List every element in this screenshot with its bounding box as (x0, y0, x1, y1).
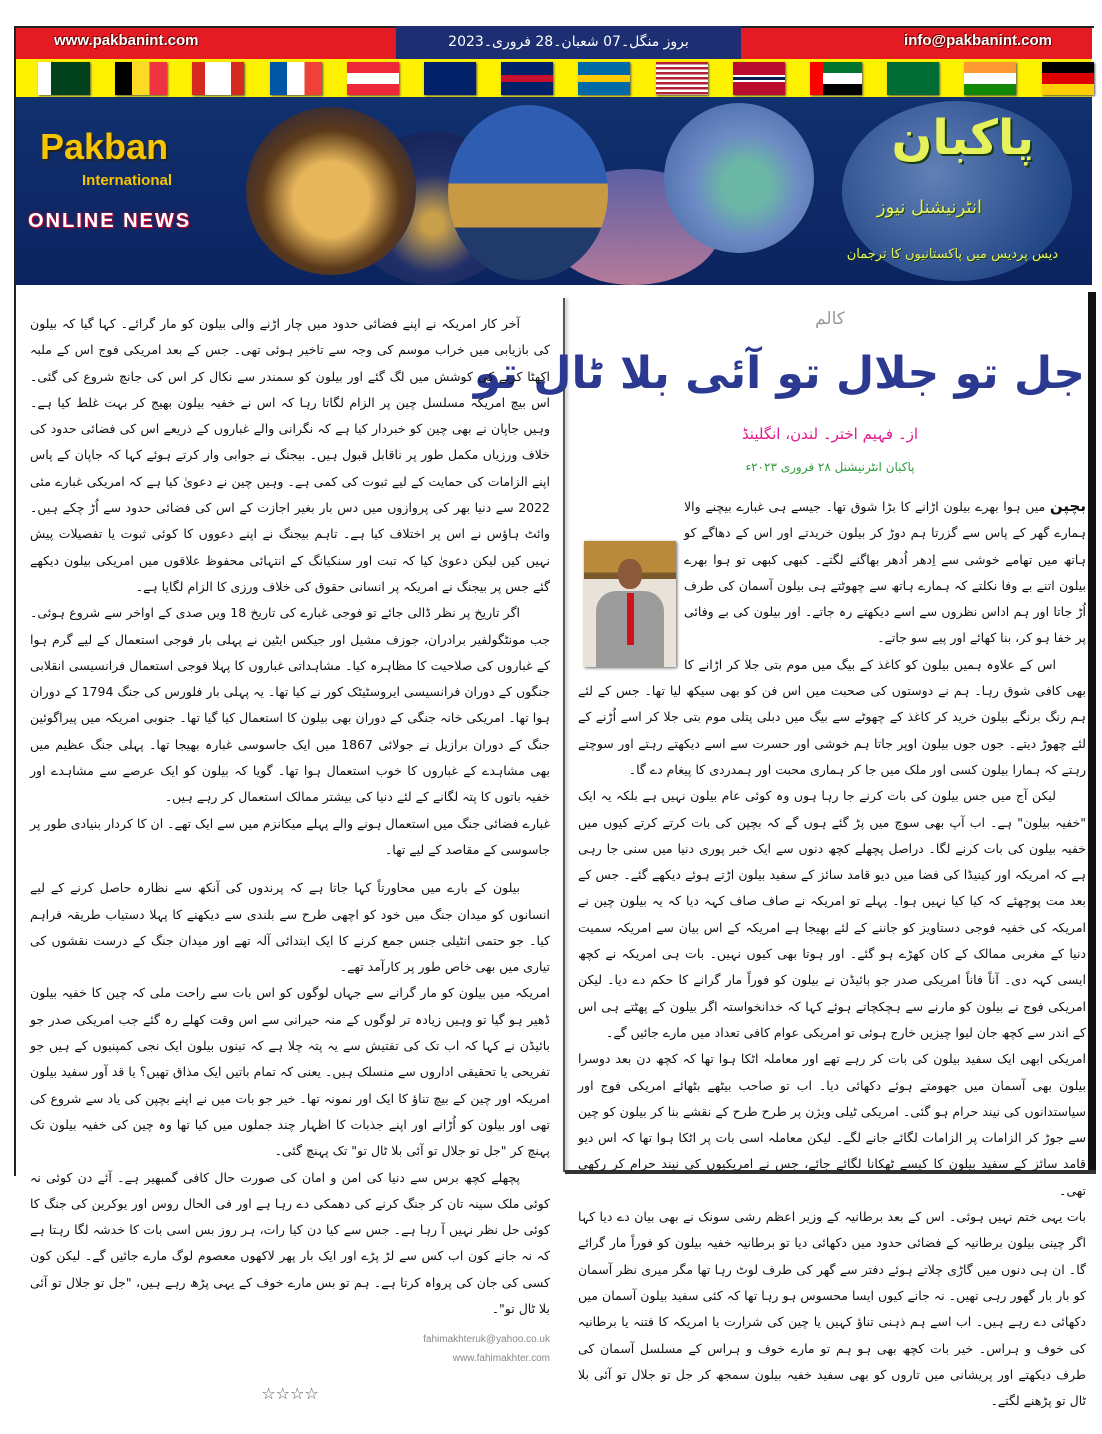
flag-saudi-arabia-icon (887, 62, 939, 95)
logo-online-news: ONLINE NEWS (28, 210, 192, 232)
email-link[interactable]: info@pakbanint.com (904, 32, 1052, 49)
website-link[interactable]: www.pakbanint.com (54, 32, 199, 49)
date-ribbon: بروز منگل۔07 شعبان۔28 فروری۔2023 (396, 26, 741, 61)
paragraph: پچھلے کچھ برس سے دنیا کی امن و امان کی صورت حال کافی گمبھیر ہے۔ آئے دن کوئی نہ کوئی ملک سینہ تان کر جنگ کرنے کی دھمکی دے رہا ہے اور فی الحال روس اور یوکرین کی جنگ کا کوئی حل نظر نہیں آ رہا ہے۔ جس سے کیا دن کیا رات، ہر روز بس اسی بات کا خدشہ لگا رہتا ہے کہ نہ جانے کون اب کس سے لڑ پڑے اور ایک بار پھر لاکھوں معصوم لوگ مارے جائیں گے۔ لیکن کون کسی کی جان کی پرواہ کرتا ہے۔ ہم تو بس مارے خوف کے یہی پڑھ رہے ہیں، "جل تو جلال تو آئی بلا ٹال تو"۔ (30, 1169, 550, 1316)
flag-germany-icon (1042, 62, 1094, 95)
paragraph: آخر کار امریکہ نے اپنے فضائی حدود میں چار اڑنے والی بیلون کو مار گرائے۔ کہا گیا کہ بیلون کی بازیابی میں خراب موسم کی وجہ سے تاخیر ہوئی تھی۔ جس کے بعد امریکی فوج اس کے ملبہ اکھٹا کرنے کی کوشش میں لگ گئے اور بیلون کو سمندر سے نکال کر اس کی جانچ شروع کی گئی۔ اس بیچ امریکہ مسلسل چین پر الزام لگاتا رہا کہ اس نے خفیہ بیلون بھیج کر بہت غلط کیا ہے۔ وہیں جاپان نے بھی چین کو خبردار کیا ہے کہ نگرانی والے غباروں کے ذریعے اس کی فضائی حدود کی خلاف ورزیاں مکمل طور پر ناقابل قبول ہیں۔ بیجنگ نے جوابی وار کرتے ہوئے کہا کہ جاپان کے پاس اپنے الزامات کی حمایت کے لیے ثبوت کی کمی ہے۔ وہیں چین نے دعویٰ کیا ہے کہ امریکی غبارے مئی 2022 سے دنیا بھر کی پروازوں میں دس بار بغیر اجازت کے اس کی فضائی حدود سے اُڑ چکے ہیں۔ وائٹ ہاؤس نے اس پر اختلاف کیا ہے۔ تاہم بیجنگ نے اپنے دعووں کا کوئی ثبوت یا تفصیلات پیش نہیں کیں لیکن دعویٰ کیا کہ تبت اور سنکیانگ کے انتہائی محفوظ علاقوں میں امریکی بیلون دیکھے گئے جس پر بیجنگ نے امریکہ پر انسانی حقوق کی خلاف ورزی کا الزام لگایا ہے۔ (30, 316, 550, 594)
statue-of-liberty-image (664, 103, 814, 253)
paragraph: اگر تاریخ پر نظر ڈالی جائے تو فوجی غبارے کی تاریخ 18 ویں صدی کے اواخر سے شروع ہوئی۔ جب مونٹگولفیر برادران، جوزف مشیل اور جیکس ایٹین نے پہلی بار فوجی استعمال کے لیے گرم ہوا کے غباروں کی صلاحیت کا مظاہرہ کیا۔ مشاہداتی غباروں کا پہلا فوجی استعمال فرانسیسی انقلابی جنگوں کے دوران فرانسیسی ایروسٹیٹک کور نے کیا تھا۔ یہ پہلی بار فلورس کی جنگ 1794 کے دوران ہوا تھا۔ امریکی خانہ جنگی کے دوران بھی بیلون کا استعمال کیا گیا تھا۔ جنوبی امریکہ میں پیراگوئین جنگ کے دوران برازیل نے جولائی 1867 میں ایک جاسوسی غبارہ بھیجا تھا۔ پہلی جنگ عظیم میں بھی مشاہدے کے غباروں کا خوب استعمال ہوا تھا۔ گویا کہ بیلون کو ایک عرصے سے مشاہدے اور خفیہ باتوں کا پتہ لگانے کے لئے دنیا کی بیشتر ممالک استعمال کر رہے ہیں۔ (30, 605, 551, 805)
paragraph: اس کے علاوہ ہمیں بیلون کو کاغذ کے بیگ میں موم بتی جلا کر اڑانے کا بھی کافی شوق رہا۔ ہم نے دوستوں کی صحبت میں اس فن کو بھی سیکھ لیا تھا۔ جس کے لئے ہم رنگ برنگے بیلون خرید کر کاغذ کے چھوٹے سے بیگ میں دبلی پتلی موم بتی جلا کر اسے اُڑنے کے لئے چھوڑ دیتے۔ جوں جوں بیلون اوپر جاتا ہم خوشی اور حسرت سے اسے دیکھتے رہتے اور سوچتے رہتے کہ ہمارا بیلون کسی اور ملک میں جا کر ہماری محبت اور ہمدردی کا پیغام دے گا۔ (578, 656, 1086, 777)
article-title: جل تو جلال تو آئی بلا ٹال تو (473, 348, 1085, 399)
logo-urdu: پاکبان (891, 110, 1034, 166)
logo-pakban: Pakban (40, 126, 169, 167)
paragraph: لیکن آج میں جس بیلون کی بات کرنے جا رہا ہوں وہ کوئی عام بیلون نہیں ہے بلکہ یہ ایک "خفیہ بیلون" ہے۔ اب آپ بھی سوچ میں پڑ گئے ہوں گے کہ بچپن کی بات کرتے کرتے کیوں میں خفیہ بیلون کی بات کرنے لگا۔ دراصل پچھلے کچھ دنوں سے ایک خبر پوری دنیا میں سنی جا رہی ہے کہ امریکہ اور کینیڈا کی فضا میں دیو قامد سائز کے سفید بیلون اڑتے ہوئے دیکھے گئے۔ جس کے بعد مت پوچھئے کہ کیا کیا نہیں ہوا۔ پہلے تو امریکہ نے صاف صاف کہہ دیا کہ یہ بیلون چین نے امریکہ کی خفیہ فوجی دستاویز کو جاننے کے لئے بھیجا ہے امریکہ کے اس بیان سے امریکہ سمیت دنیا کے مغربی ممالک کے کان کھڑے ہو گئے۔ اور ہوتا بھی کیوں نہیں۔ بات ہی امریکہ نے کچھ ایسی کہہ دی۔ آناً فاناً امریکی صدر جو بائیڈن نے بیلون کو فوراً مار گرانے کا حکم دے دیا۔ لیکن امریکی فوج نے بیلون کو مارنے سے ہچکچاتے ہوئے کہا کہ خدانخواستہ اگر بیلون کے پھٹتے ہی اس کے اندر سے کچھ جان لیوا چیزیں خارج ہوئی تو امریکی عوام کافی تعداد میں مارے جائیں گے۔ (578, 788, 1086, 1040)
top-bar (16, 28, 1092, 59)
flag-belgium-icon (115, 62, 167, 95)
column-divider (563, 298, 565, 1172)
paragraph: غبارے فضائی جنگ میں استعمال ہونے والے پہلے میکانزم میں سے ایک تھے۔ ان کا کردار بنیادی طور پر جاسوسی کے مقاصد کے لیے تھا۔ (30, 815, 550, 857)
right-border (1088, 292, 1096, 1172)
tower-bridge-image (448, 105, 608, 280)
flag-france-icon (270, 62, 322, 95)
paragraph: بات یہی ختم نہیں ہوئی۔ اس کے بعد برطانیہ کے وزیر اعظم رشی سونک نے بھی بیان دے دیا کہا اگر چینی بیلون برطانیہ کے فضائی حدود میں دکھائی دیا تو برطانیہ خفیہ بیلون کو فوراً مار گرائے گا۔ ان ہی دنوں میں گاڑی چلاتے ہوئے دفتر سے گھر کی طرف لوٹ رہا تھا مگر میری نظر آسمان کو بار بار گھور رہی تھیں۔ نہ جانے کیوں ایسا محسوس ہو رہا تھا کہ کئی سفید بیلون آسمان میں دکھائی دے رہے ہیں۔ اب اسے ہم ذہنی تناؤ کہیں یا چین کی شرارت یا امریکہ کا فتنہ یا برطانیہ کی خوف و ہراس۔ خیر بات کچھ بھی ہو ہم تو مارے خوف و ہراس کے مسلسل آسمان کی طرف دیکھتے اور پریشانی میں تاروں کو بھی سفید خفیہ بیلون سمجھ کر جل تو جلال تو آئی بلا ٹال تو پڑھنے لگتے۔ (578, 1209, 1086, 1409)
author-website[interactable]: www.fahimakhter.com (452, 1353, 550, 1365)
flag-austria-icon (347, 62, 399, 95)
logo-urdu-subtitle: انٹرنیشنل نیوز (876, 197, 982, 218)
paragraph: بیلون کے بارے میں محاورتاً کہا جاتا ہے کہ پرندوں کی آنکھ سے نظارہ حاصل کرنے کے لیے انسانوں کو میدان جنگ میں خود کو اچھی طرح سے بلندی سے دیکھنے کا پہلا دستیاب طریقہ فراہم کیا۔ جو حتمی انٹیلی جنس جمع کرنے کا ایک ابتدائی آلہ تھے اور میدان جنگ کے درست نقشوں کی تیاری میں بھی خاص طور پر کارآمد تھے۔ (30, 880, 550, 975)
flag-sweden-icon (578, 62, 630, 95)
flag-uae-icon (810, 62, 862, 95)
banner (16, 97, 1092, 285)
logo-international: International (82, 172, 173, 189)
article-dateline: پاکبان انٹرنیشنل ۲۸ فروری ۲۰۲۳ء (745, 460, 915, 474)
flags-strip (16, 59, 1092, 97)
flag-united-kingdom-icon (501, 62, 553, 95)
article-kicker: کالم (815, 309, 845, 329)
tagline: دیس پردیس میں پاکستانیوں کا ترجمان (846, 247, 1058, 262)
article-author: از۔ فہیم اختر۔ لندن، انگلینڈ (741, 425, 919, 443)
paragraph: امریکی ابھی ایک سفید بیلون کی بات کر رہے تھے اور معاملہ اٹکا ہوا تھا کہ کچھ دن بعد دوسرا بیلون بھی آسمان میں جھومتے ہوئے دکھائی دیا۔ اب تو صاحب بیٹھے بٹھائے امریکی فوج اور سیاستدانوں کی نیند حرام ہو گئی۔ امریکی ٹیلی ویژن پر طرح طرح کے نقشے بنا کر بیلون کو چین سے جوڑ کر الزامات پر الزامات لگائے جانے لگے۔ لیکن معاملہ اسی بات پر اٹکا ہوا تھا کہ اس دیو قامد سائز کے سفید بیلون کا کیسے ٹھکانا لگائے جائے، جس نے امریکیوں کی نیند حرام کر رکھی تھی۔ (578, 1051, 1086, 1198)
right-column (578, 493, 1086, 1434)
author-photo (584, 541, 676, 667)
brandenburg-gate-image (246, 107, 416, 275)
end-mark-stars: ☆☆☆☆ (261, 1384, 319, 1404)
paragraph: امریکہ میں بیلون کو مار گرانے سے جہاں لوگوں کو اس بات سے راحت ملی کہ چین کا خفیہ بیلون ڈھیر ہو گیا تو وہیں زیادہ تر لوگوں کے منہ حیرانی سے اس وقت کھلے رہ گئے جب امریکی صدر جو بائیڈن نے کہا کہ اب تک کی تفتیش سے یہ پتہ چلا ہے کہ تینوں بیلون ایک نجی کمپنیوں کے ہیں جو تفریحی یا تحقیقی اداروں سے منسلک ہیں۔ یعنی کہ تمام باتیں ایک مذاق تھیں؟ یا قد آور سفید بیلون امریکہ اور چین کے بیچ تناؤ کا ایک اور نمونہ تھا۔ خیر جو بات میں نے اپنے بچپن کی یاد سے شروع کی تھی اور بیلون کو اُڑانے اور اپنے جذبات کا اظہار چند جملوں میں کیا تھا وہ چین کی خفیہ بیلون تک پہنچ کر "جل تو جلال تو آئی بلا ٹال تو" تک پہنچ گئی۔ (30, 985, 550, 1159)
flag-norway-icon (733, 62, 785, 95)
flag-canada-icon (192, 62, 244, 95)
flag-united-states-icon (656, 62, 708, 95)
author-email[interactable]: fahimakhteruk@yahoo.co.uk (423, 1334, 550, 1346)
paragraph-text: میں ہوا بھرے بیلون اڑانے کا بڑا شوق تھا۔ جیسے ہی غبارے بیچنے والا ہمارے گھر کے پاس سے گزرتا ہم دوڑ کر بیلون خریدتے اور اس کے دھاگے کو ہاتھ میں تھامے خوشی سے اِدھر اُدھر بھاگنے لگتے۔ کبھی کبھی تو ہوا بھرے بیلون اتنے بے وفا نکلتے کہ ہمارے ہاتھ سے چھوٹتے ہی بیلون آسمان کی طرف اُڑ جاتا اور ہم اداس نظروں سے اسے دیکھتے رہ جاتے۔ اور بیلون کی بے وفائی پر خفا ہو کر، بنا کھائے اور پیے سو جاتے۔ (684, 499, 1086, 646)
paragraph (578, 493, 1086, 652)
flag-australia-icon (424, 62, 476, 95)
flag-pakistan-icon (38, 62, 90, 95)
lead-word: بچپن (1049, 497, 1086, 515)
flag-india-icon (964, 62, 1016, 95)
left-column (30, 311, 550, 1426)
